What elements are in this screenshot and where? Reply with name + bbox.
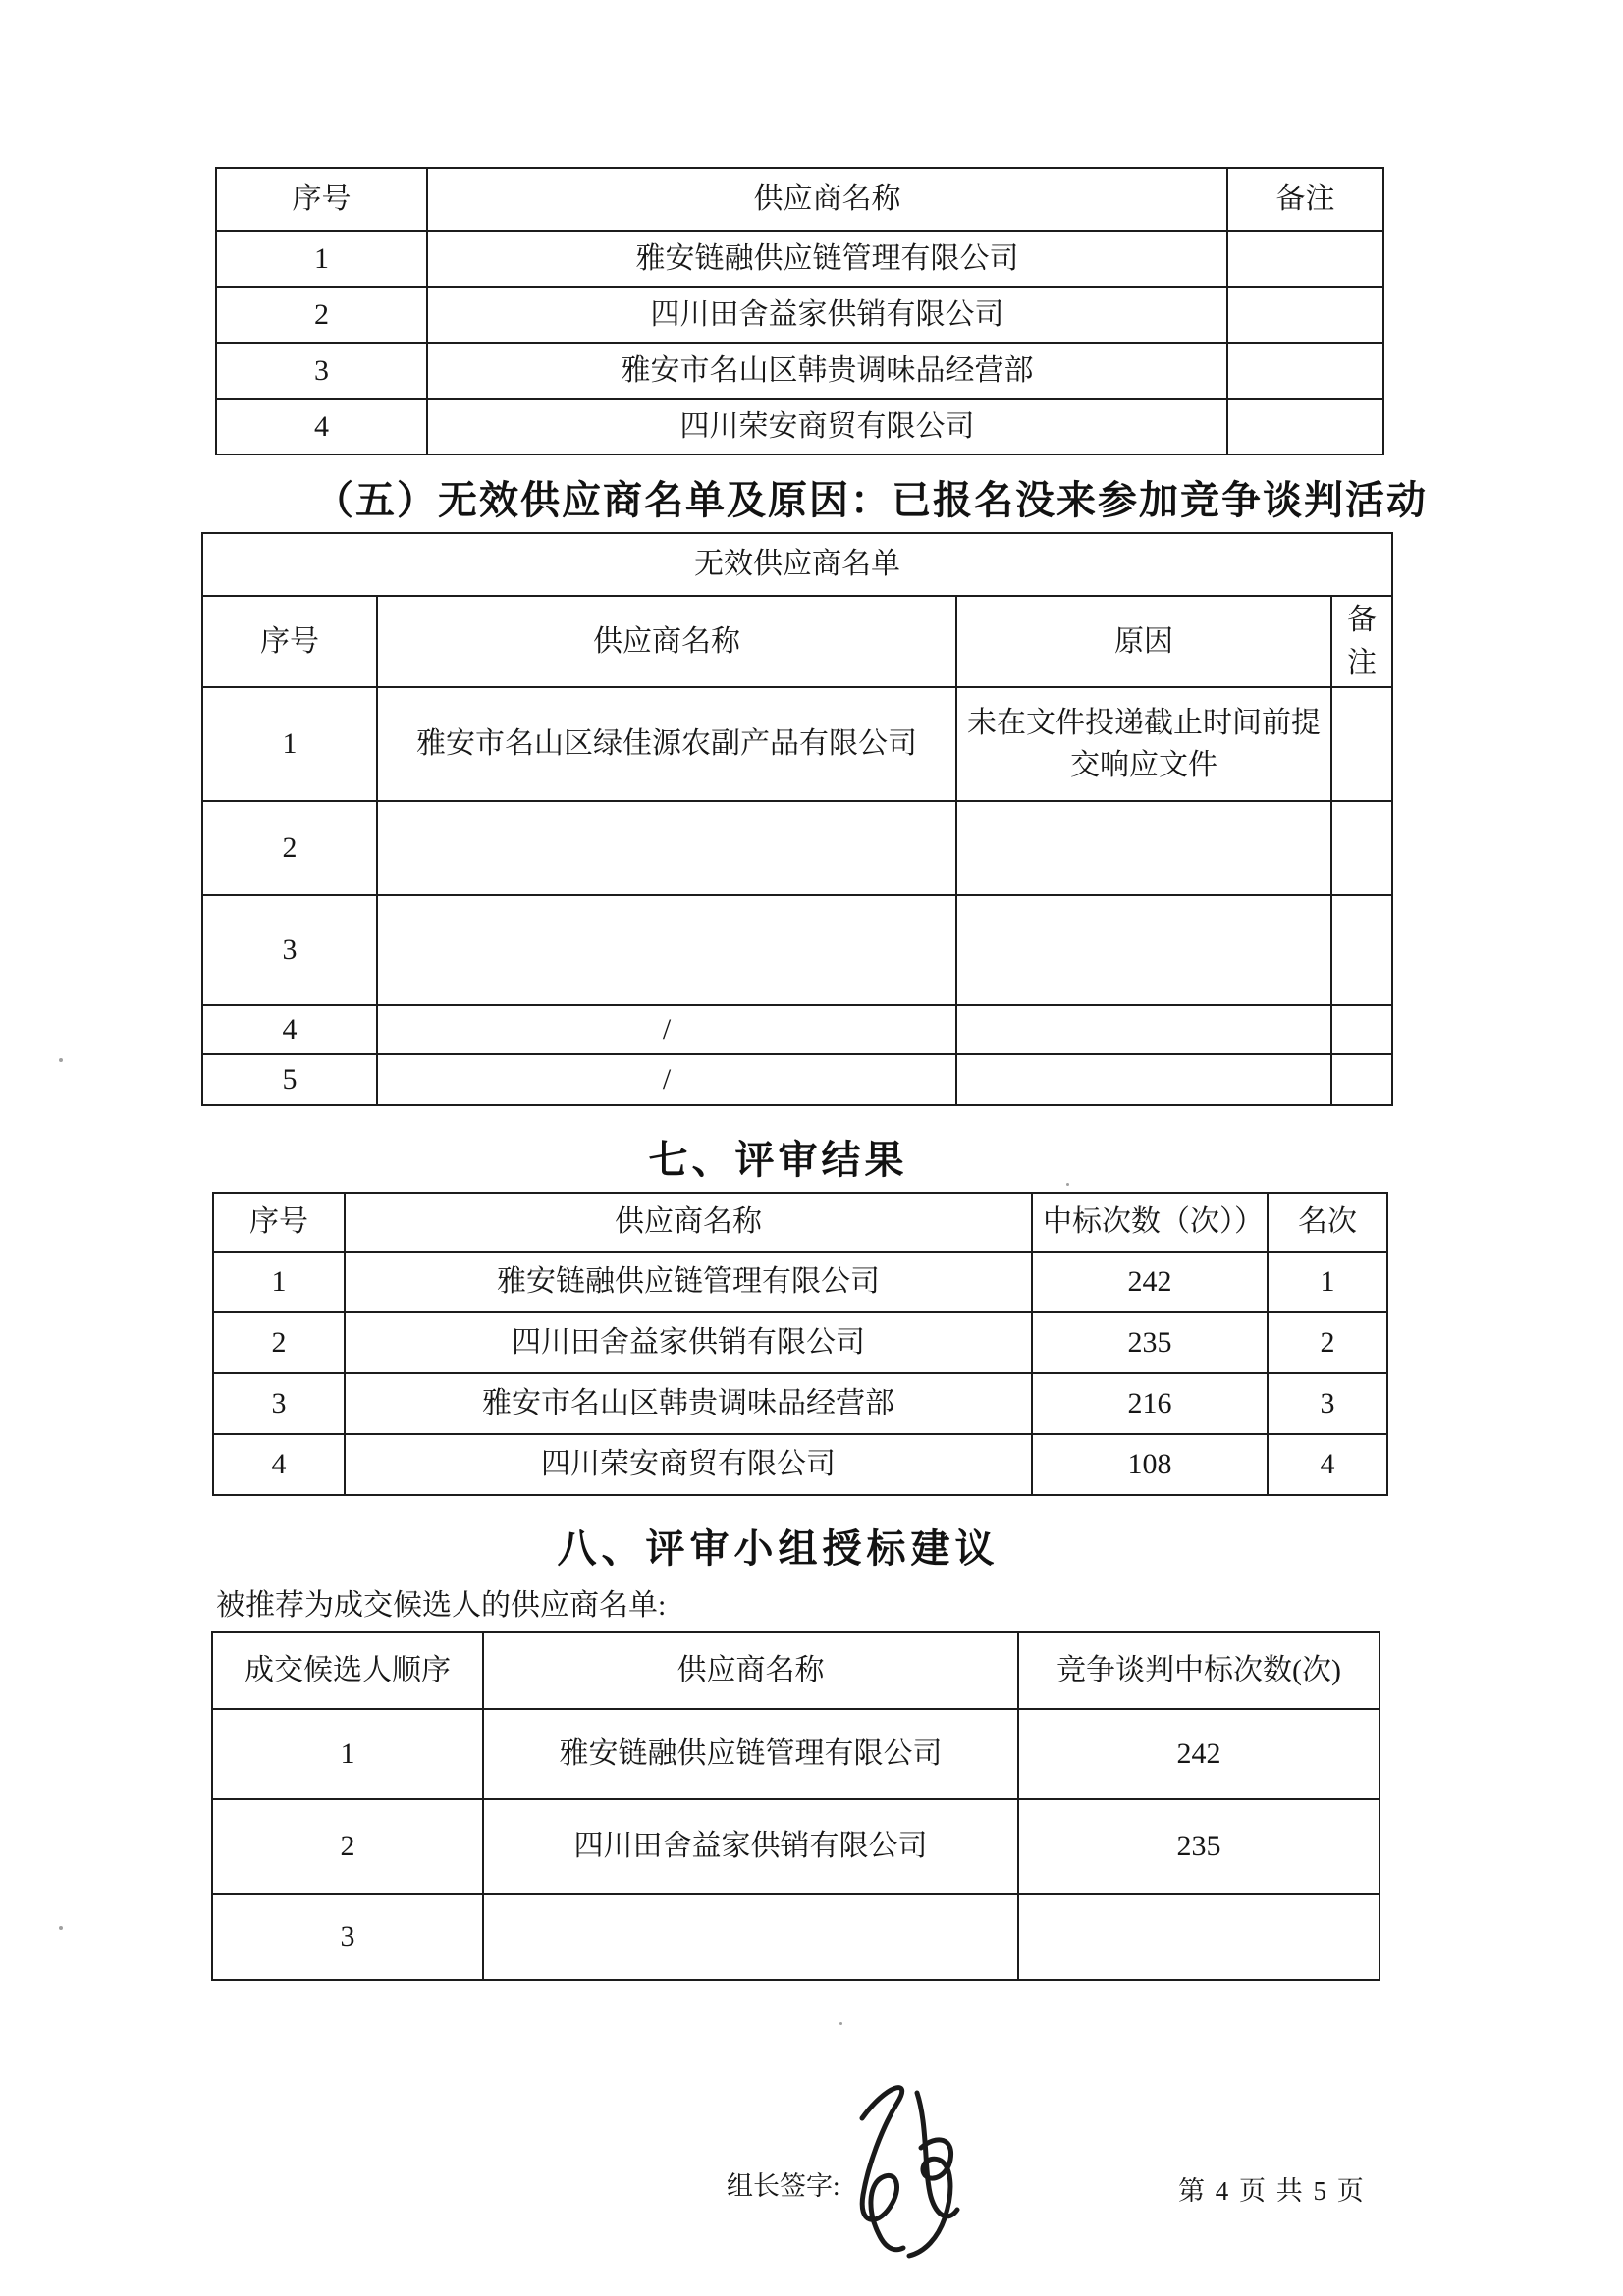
cell-supplier-name: 雅安市名山区韩贵调味品经营部 [427, 343, 1227, 399]
cell-win-count [1018, 1894, 1380, 1980]
scan-noise-dot [59, 1926, 63, 1930]
cell-reason: 未在文件投递截止时间前提交响应文件 [956, 687, 1331, 801]
review-results-table [212, 1192, 1388, 1496]
cell-remark [1331, 895, 1392, 1005]
cell-supplier-name: 雅安链融供应链管理有限公司 [345, 1252, 1032, 1312]
cell-index: 2 [213, 1312, 345, 1373]
cell-rank: 1 [1268, 1252, 1387, 1312]
cell-remark [1331, 801, 1392, 895]
table-header-row [216, 168, 1383, 231]
leader-signature-handwriting [833, 2069, 986, 2277]
cell-rank: 3 [1268, 1373, 1387, 1434]
table-row [202, 801, 1392, 895]
table-row [216, 399, 1383, 454]
cell-index: 3 [213, 1373, 345, 1434]
cell-supplier-name: 雅安链融供应链管理有限公司 [427, 231, 1227, 287]
award-candidates-table [211, 1631, 1380, 1981]
col-header-index: 序号 [213, 1193, 345, 1252]
cell-remark [1227, 399, 1383, 454]
cell-supplier-name [377, 801, 956, 895]
col-header-supplier-name: 供应商名称 [483, 1632, 1018, 1709]
cell-win-count: 235 [1032, 1312, 1268, 1373]
cell-supplier-name: 雅安市名山区韩贵调味品经营部 [345, 1373, 1032, 1434]
cell-supplier-name: / [377, 1054, 956, 1105]
cell-remark [1331, 1054, 1392, 1105]
col-header-supplier-name: 供应商名称 [345, 1193, 1032, 1252]
cell-supplier-name: 四川荣安商贸有限公司 [427, 399, 1227, 454]
cell-index: 3 [216, 343, 427, 399]
col-header-supplier-name: 供应商名称 [377, 596, 956, 687]
table-row [213, 1373, 1387, 1434]
cell-index: 3 [202, 895, 377, 1005]
cell-win-count: 216 [1032, 1373, 1268, 1434]
cell-supplier-name: 四川田舍益家供销有限公司 [483, 1799, 1018, 1894]
cell-supplier-name: 四川田舍益家供销有限公司 [345, 1312, 1032, 1373]
cell-index: 1 [202, 687, 377, 801]
col-header-index: 序号 [216, 168, 427, 231]
cell-win-count: 242 [1018, 1709, 1380, 1799]
table-row [202, 895, 1392, 1005]
cell-supplier-name [483, 1894, 1018, 1980]
table-row [212, 1799, 1380, 1894]
table-row [202, 1005, 1392, 1054]
cell-index: 4 [213, 1434, 345, 1495]
table-row [213, 1312, 1387, 1373]
cell-remark [1227, 343, 1383, 399]
cell-rank: 4 [1268, 1434, 1387, 1495]
table-row [216, 231, 1383, 287]
cell-reason [956, 801, 1331, 895]
cell-supplier-name: 四川荣安商贸有限公司 [345, 1434, 1032, 1495]
cell-remark [1331, 687, 1392, 801]
cell-index: 1 [216, 231, 427, 287]
col-header-remark: 备注 [1331, 596, 1392, 687]
scan-noise-dot [839, 2022, 842, 2025]
scan-noise-dot [1066, 1183, 1069, 1186]
cell-win-count: 235 [1018, 1799, 1380, 1894]
cell-win-count: 108 [1032, 1434, 1268, 1495]
cell-remark [1331, 1005, 1392, 1054]
table-row [213, 1252, 1387, 1312]
cell-supplier-name [377, 895, 956, 1005]
cell-index: 1 [213, 1252, 345, 1312]
table-title-row [202, 533, 1392, 596]
table-row [216, 343, 1383, 399]
table-row [212, 1709, 1380, 1799]
section-eight-heading: 八、评审小组授标建议 [557, 1526, 1000, 1571]
leader-signature-label: 组长签字: [727, 2171, 840, 2201]
section-five-heading: （五）无效供应商名单及原因：已报名没来参加竞争谈判活动 [314, 478, 1428, 522]
col-header-reason: 原因 [956, 596, 1331, 687]
cell-index: 2 [202, 801, 377, 895]
scan-noise-dot [59, 1058, 63, 1062]
section-seven-heading: 七、评审结果 [648, 1138, 908, 1182]
table-row [202, 687, 1392, 801]
col-header-index: 序号 [202, 596, 377, 687]
cell-index: 4 [202, 1005, 377, 1054]
col-header-remark: 备注 [1227, 168, 1383, 231]
table-title: 无效供应商名单 [202, 533, 1392, 596]
cell-rank: 2 [1268, 1312, 1387, 1373]
table-header-row [202, 596, 1392, 687]
table-row [213, 1434, 1387, 1495]
cell-index: 5 [202, 1054, 377, 1105]
cell-reason [956, 895, 1331, 1005]
col-header-candidate-order: 成交候选人顺序 [212, 1632, 483, 1709]
col-header-win-count: 竞争谈判中标次数(次) [1018, 1632, 1380, 1709]
table-row [202, 1054, 1392, 1105]
table-row [216, 287, 1383, 343]
cell-supplier-name: 雅安链融供应链管理有限公司 [483, 1709, 1018, 1799]
qualified-suppliers-table [215, 167, 1384, 455]
cell-supplier-name: 四川田舍益家供销有限公司 [427, 287, 1227, 343]
cell-candidate-order: 1 [212, 1709, 483, 1799]
col-header-supplier-name: 供应商名称 [427, 168, 1227, 231]
table-row [212, 1894, 1380, 1980]
cell-remark [1227, 231, 1383, 287]
cell-supplier-name: / [377, 1005, 956, 1054]
cell-reason [956, 1054, 1331, 1105]
page-number: 第 4 页 共 5 页 [1178, 2176, 1366, 2206]
cell-reason [956, 1005, 1331, 1054]
col-header-rank: 名次 [1268, 1193, 1387, 1252]
cell-candidate-order: 2 [212, 1799, 483, 1894]
recommended-candidates-intro: 被推荐为成交候选人的供应商名单: [216, 1589, 667, 1622]
col-header-win-count: 中标次数（次）） [1032, 1193, 1268, 1252]
cell-win-count: 242 [1032, 1252, 1268, 1312]
cell-supplier-name: 雅安市名山区绿佳源农副产品有限公司 [377, 687, 956, 801]
cell-index: 2 [216, 287, 427, 343]
table-header-row [212, 1632, 1380, 1709]
cell-remark [1227, 287, 1383, 343]
cell-index: 4 [216, 399, 427, 454]
cell-candidate-order: 3 [212, 1894, 483, 1980]
invalid-suppliers-table [201, 532, 1393, 1106]
table-header-row [213, 1193, 1387, 1252]
